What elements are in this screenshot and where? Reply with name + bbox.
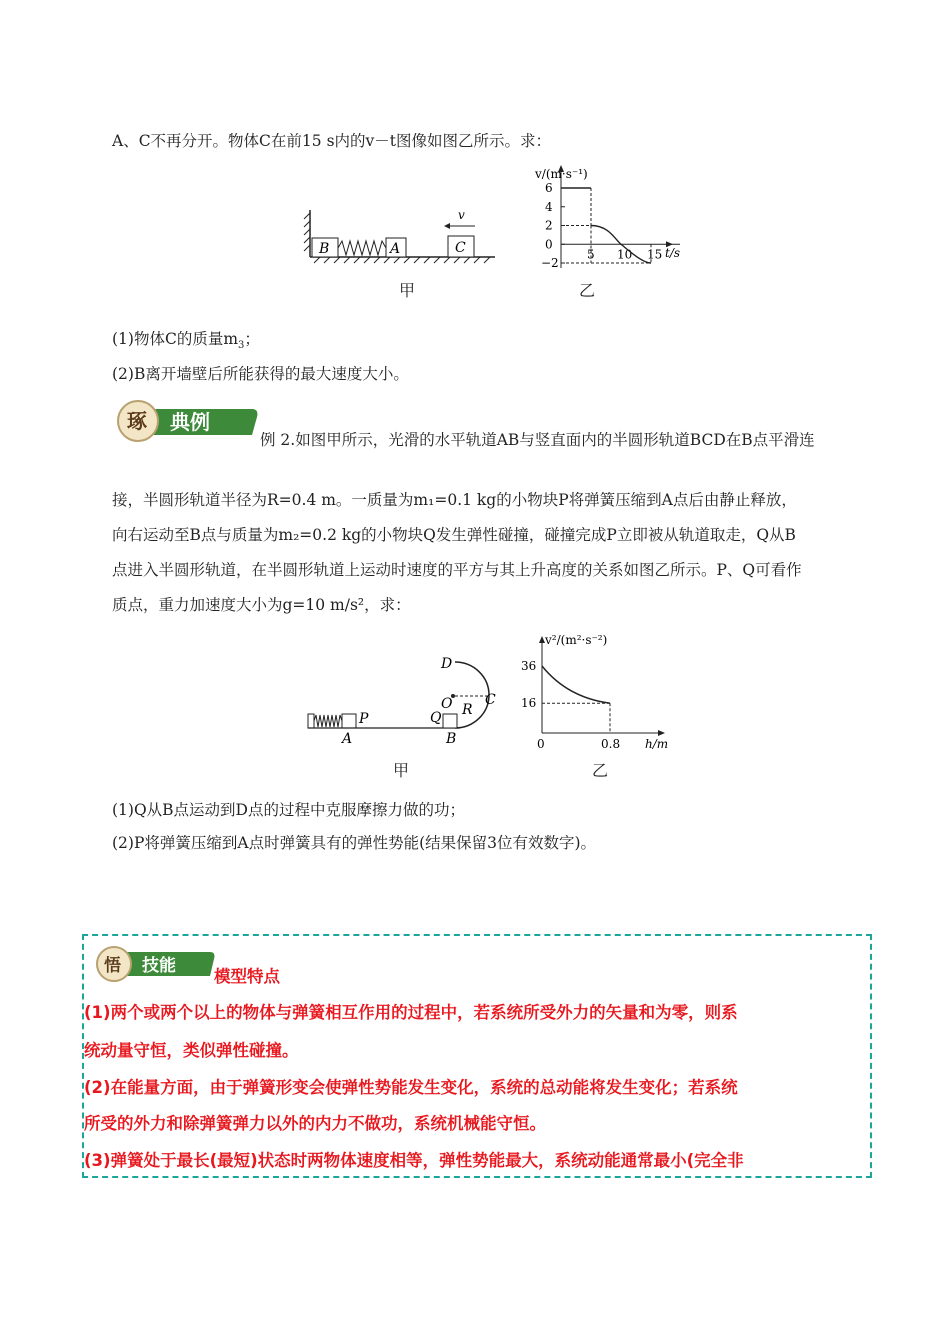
badge-title: 典例 — [170, 410, 210, 434]
skill-p3-line1: (3)弹簧处于最长(最短)状态时两物体速度相等，弹性势能最大，系统动能通常最小(完全非 — [84, 1151, 744, 1170]
x-tick-label: 0.8 — [601, 737, 621, 750]
label-c: C — [485, 692, 496, 708]
skill-heading: 模型特点 — [214, 967, 280, 986]
y-tick-label: 6 — [545, 181, 553, 195]
q1-end: ； — [244, 330, 260, 348]
skill-p1-line1: (1)两个或两个以上的物体与弹簧相互作用的过程中，若系统所受外力的矢量和为零，则系 — [84, 1003, 738, 1022]
q1-text: (1)物体C的质量m — [112, 330, 239, 348]
y-tick-label: 16 — [521, 696, 537, 711]
semicircle-track — [455, 662, 489, 728]
spring — [314, 715, 342, 727]
spring — [338, 241, 386, 255]
label-p: P — [359, 711, 369, 727]
skill-badge — [92, 944, 217, 984]
example-badge — [112, 397, 260, 445]
figure-1a-spring-blocks — [300, 205, 500, 270]
badge-char: 悟 — [104, 956, 121, 976]
y-tick-label: 0 — [545, 237, 553, 252]
figure-1b-vt-chart — [505, 160, 695, 275]
example2-question-2: (2)P将弹簧压缩到A点时弹簧具有的弹性势能(结果保留3位有效数字)。 — [112, 834, 597, 852]
figure-2a-caption: 甲 — [393, 761, 410, 780]
x-tick-label: 10 — [617, 247, 633, 262]
badge-title: 技能 — [142, 956, 176, 976]
velocity-label: v — [458, 208, 465, 222]
badge-char: 琢 — [127, 409, 147, 433]
example2-line-2: 接，半圆形轨道半径为R=0.4 m。一质量为m₁=0.1 kg的小物块P将弹簧压缩到A点后由静止释放， — [112, 491, 797, 509]
y-axis-label: v/(m·s⁻¹) — [535, 167, 588, 181]
label-o: O — [441, 696, 453, 712]
x-tick-label: 15 — [647, 247, 663, 262]
q1-subscript: 3 — [238, 340, 245, 352]
label-b: B — [319, 241, 330, 257]
block-q — [443, 714, 457, 728]
label-r: R — [462, 702, 473, 718]
y-tick-label: −2 — [541, 256, 559, 270]
example2-line-1: 例 2.如图甲所示，光滑的水平轨道AB与竖直面内的半圆形轨道BCD在B点平滑连 — [260, 431, 815, 449]
figure-2a-track — [305, 652, 505, 747]
series-curve — [542, 666, 610, 703]
label-a: A — [390, 241, 401, 257]
y-tick-label: 36 — [521, 659, 537, 673]
example2-line-3: 向右运动至B点与质量为m₂=0.2 kg的小物块Q发生弹性碰撞，碰撞完成P立即被从轨道取走，Q从B — [112, 526, 796, 544]
label-c: C — [455, 240, 466, 256]
problem1-intro: A、C不再分开。物体C在前15 s内的v－t图像如图乙所示。求： — [112, 132, 552, 150]
example2-line-5: 质点，重力加速度大小为g=10 m/s²，求： — [112, 596, 411, 614]
figure-2b-caption: 乙 — [592, 761, 609, 780]
y-axis-label: v²/(m²·s⁻²) — [545, 633, 608, 647]
x-tick-label: 5 — [587, 247, 595, 262]
skill-p2-line2: 所受的外力和除弹簧弹力以外的内力不做功，系统机械能守恒。 — [84, 1114, 546, 1133]
example2-question-1: (1)Q从B点运动到D点的过程中克服摩擦力做的功； — [112, 801, 465, 819]
y-tick-label: 4 — [545, 199, 553, 214]
y-tick-label: 2 — [545, 218, 553, 233]
origin-label: 0 — [537, 737, 545, 750]
problem1-question-2: (2)B离开墙壁后所能获得的最大速度大小。 — [112, 365, 409, 383]
figure-1b-caption: 乙 — [579, 281, 596, 300]
skill-p2-line1: (2)在能量方面，由于弹簧形变会使弹性势能发生变化，系统的总动能将发生变化；若系统 — [84, 1078, 738, 1097]
figure-2b-v2h-chart — [515, 630, 675, 750]
x-axis-label: t/s — [665, 246, 681, 260]
problem1-question-1 — [112, 329, 260, 356]
label-a: A — [342, 731, 353, 747]
label-d: D — [441, 656, 453, 672]
block-p — [342, 714, 356, 728]
label-q: Q — [430, 710, 442, 726]
x-axis-label: h/m — [645, 737, 669, 750]
example2-line-4: 点进入半圆形轨道，在半圆形轨道上运动时速度的平方与其上升高度的关系如图乙所示。P、Q可看作 — [112, 561, 802, 579]
figure-1a-caption: 甲 — [399, 281, 416, 300]
skill-p1-line2: 统动量守恒，类似弹性碰撞。 — [84, 1041, 299, 1060]
label-b: B — [446, 731, 457, 747]
